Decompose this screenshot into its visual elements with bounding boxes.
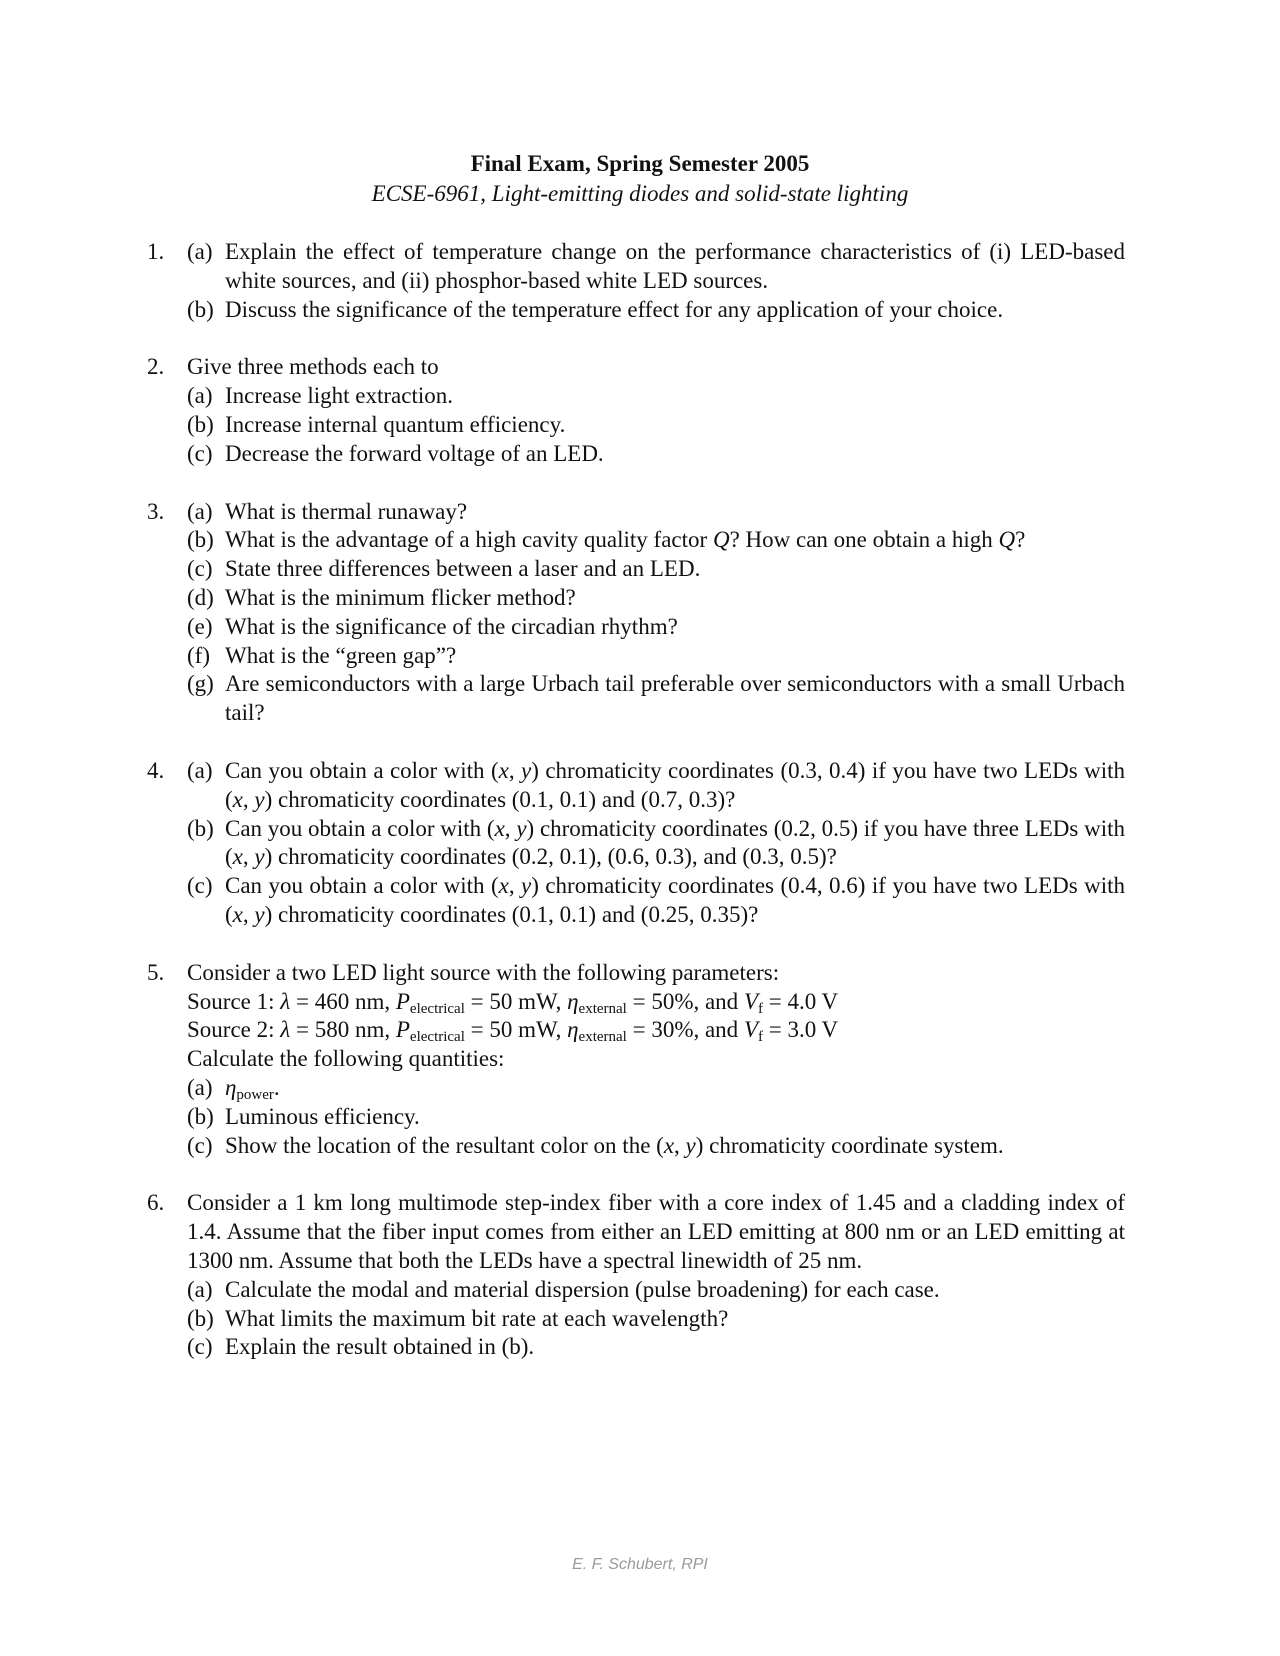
question-part: (b) What is the advantage of a high cavity quality factor Q? How can one obtain a high Q?: [187, 527, 1026, 553]
question-part: (b) Discuss the significance of the temperature effect for any application of your choice.: [187, 296, 1004, 322]
question-part: (b) What limits the maximum bit rate at each wavelength?: [187, 1305, 729, 1331]
calc-intro: Calculate the following quantities:: [187, 1046, 505, 1072]
question-part: (b) Can you obtain a color with (x, y) chromaticity coordinates (0.2, 0.5) if you have three LEDs with (x, y) chromaticity coordinates (0.2, 0.1), (0.6, 0.3), and (0.3, 0.5)?: [187, 815, 1126, 870]
question-2: [0, 353, 1280, 468]
question-3: [0, 498, 1280, 728]
question-intro: Consider a 1 km long multimode step-index fiber with a core index of 1.45 and a cladding index of 1.4. Assume that the fiber input comes from either an LED emitting at 800 nm or an LED emitting at 1300 nm. Assume that both the LEDs have a spectral linewidth of 25 nm.: [187, 1190, 1125, 1273]
question-part: (a) Can you obtain a color with (x, y) chromaticity coordinates (0.3, 0.4) if you have two LEDs with (x, y) chromaticity coordinates (0.1, 0.1) and (0.7, 0.3)?: [187, 757, 1126, 812]
question-part: (c) Decrease the forward voltage of an LED.: [187, 440, 604, 466]
question-part: (a) Explain the effect of temperature change on the performance characteristics of (i) LED-based white sources, and (ii) phosphor-based white LED sources.: [187, 239, 1125, 293]
exam-title: Final Exam, Spring Semester 2005: [470, 151, 810, 176]
question-number: 5.: [147, 959, 165, 985]
source-1-params: Source 1: λ = 460 nm, $P_{electrical} = 50$ mW, $\eta_{external} = 50\%$, and $V_f = 4.0$ V: [187, 988, 839, 1017]
question-part: (a) Calculate the modal and material dispersion (pulse broadening) for each case.: [187, 1276, 940, 1302]
question-part: (g) Are semiconductors with a large Urbach tail preferable over semiconductors with a small Urbach tail?: [187, 671, 1125, 726]
source-2-params: Source 2: λ = 580 nm, $P_{electrical} = 50$ mW, $\eta_{external} = 30\%$, and $V_f = 3.0$ V: [187, 1017, 839, 1046]
question-number: 6.: [147, 1190, 165, 1216]
question-part: (c) State three differences between a laser and an LED.: [187, 556, 701, 582]
question-part: (a) $\eta_{power}$.: [187, 1074, 280, 1103]
question-part: (d) What is the minimum flicker method?: [187, 584, 576, 610]
question-part: (a) Increase light extraction.: [187, 383, 453, 409]
question-number: 4.: [147, 757, 165, 783]
question-5: [0, 959, 1280, 1161]
question-part: (f) What is the “green gap”?: [187, 642, 457, 668]
question-part: (b) Luminous efficiency.: [187, 1103, 420, 1129]
question-part: (a) What is thermal runaway?: [187, 498, 468, 524]
question-part: (c) Can you obtain a color with (x, y) chromaticity coordinates (0.4, 0.6) if you have two LEDs with (x, y) chromaticity coordinates (0.1, 0.1) and (0.25, 0.35)?: [187, 873, 1126, 927]
question-part: (b) Increase internal quantum efficiency.: [187, 411, 566, 437]
question-4: [0, 757, 1280, 930]
footer-author: E. F. Schubert, RPI: [572, 1556, 708, 1573]
question-intro: Consider a two LED light source with the following parameters:: [187, 959, 780, 985]
question-6: [0, 1189, 1280, 1362]
question-number: 1.: [147, 239, 165, 264]
question-part: (e) What is the significance of the circadian rhythm?: [187, 613, 678, 639]
question-list: [0, 238, 1280, 1391]
question-number: 3.: [147, 498, 165, 524]
question-part: (c) Show the location of the resultant color on the (x, y) chromaticity coordinate system.: [187, 1132, 1004, 1158]
question-part: (c) Explain the result obtained in (b).: [187, 1334, 535, 1360]
question-1: [0, 238, 1280, 324]
question-number: 2.: [147, 354, 165, 380]
question-intro: Give three methods each to: [187, 354, 439, 380]
course-subtitle: ECSE-6961, Light-emitting diodes and solid-state lighting: [371, 181, 909, 206]
